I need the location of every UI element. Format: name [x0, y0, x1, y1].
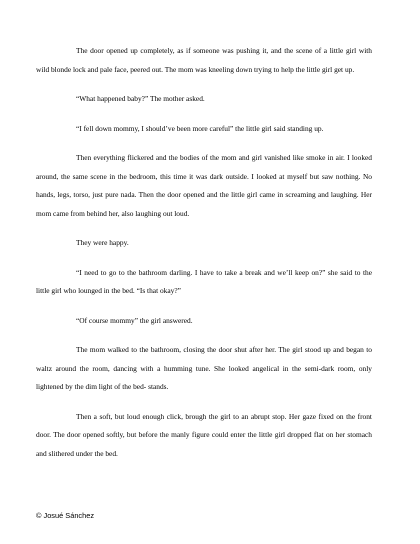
paragraph: They were happy. — [76, 238, 129, 247]
paragraph: The door opened up completely, as if someone was pushing it, and the scene of a little girl with wild blonde lock and pale face, peered out. The mom was kneeling down trying to help the little girl get up. — [36, 46, 372, 74]
paragraph: Then a soft, but loud enough click, brough the girl to an abrupt stop. Her gaze fixed on the front door. The door opened softly, but before the manly figure could enter the little girl dropped flat on her stomach and slithered under the bed. — [36, 411, 372, 458]
paragraph: “I fell down mommy, I should’ve been more careful” the little girl said standing up. — [76, 123, 324, 133]
paragraph: The mom walked to the bathroom, closing the door shut after her. The girl stood up and began to waltz around the room, dancing with a humming tune. She looked angelical in the semi-dark room, only lightened by the dim light of the bed- stands. — [36, 345, 372, 391]
copyright-footer: © Josué Sánchez — [36, 511, 95, 520]
story-text — [36, 42, 372, 474]
paragraph: “I need to go to the bathroom darling. I have to take a break and we’ll keep on?” she said to the little girl who lounged in the bed. “Is that okay?” — [36, 267, 372, 295]
paragraph: “Of course mommy” the girl answered. — [76, 315, 193, 325]
paragraph: Then everything flickered and the bodies of the mom and girl vanished like smoke in air. I looked around, the same scene in the bedroom, this time it was dark outside. I looked at myself but saw nothing. No hands, legs, torso, just pure nada. Then the door opened and the little girl came in screaming and laughing. Her mom came from behind her, also laughing out loud. — [36, 153, 372, 218]
paragraph: “What happened baby?” The mother asked. — [76, 94, 205, 103]
